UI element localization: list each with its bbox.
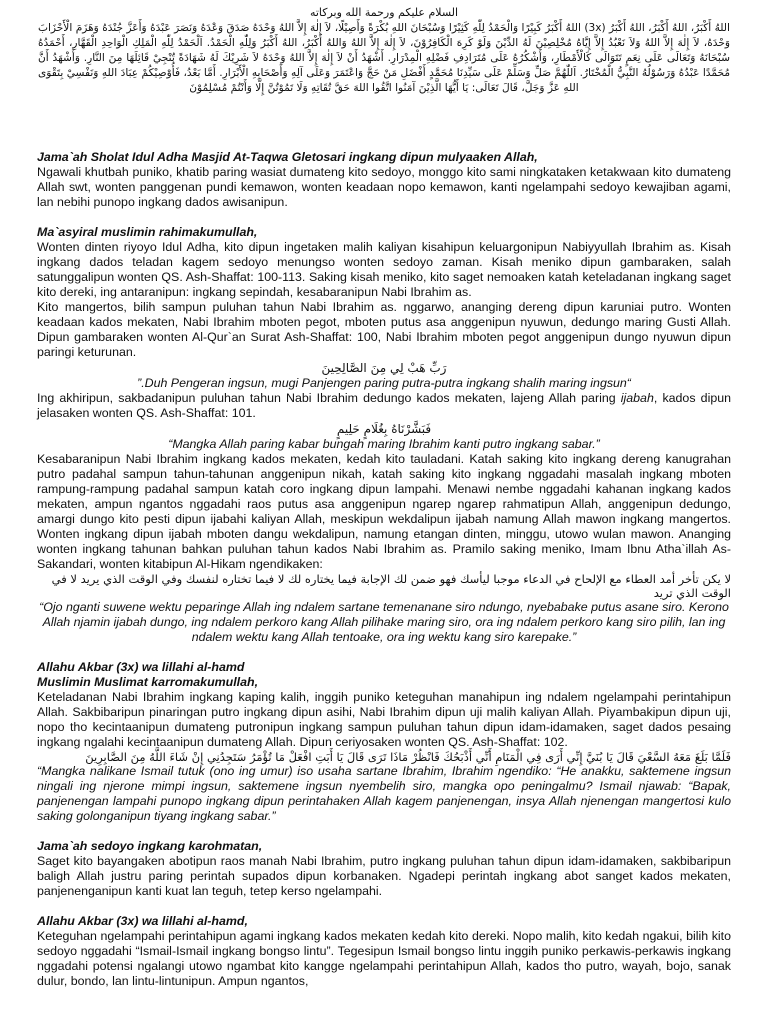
section-heading-1: Jama`ah Sholat Idul Adha Masjid At-Taqwa Gletosari ingkang dipun mulyaaken Allah, xyxy=(37,150,538,164)
opening-takbir-arabic: اللهُ أَكْبَرُ، اللهُ أَكْبَرُ، اللهُ أَكْبَرُ (3x) اللهُ أَكْبَرُ كَبِيْرًا وَالْحَمْدُ لِلّٰهِ كَثِيْرًا وَسُبْحَانَ اللهِ بُكْرَةً وَأَصِيْلًا، لاَ إِلٰهَ إِلاَّ اللهُ وَحْدَهُ صَدَقَ وَعْدَهُ وَنَصَرَ عَبْدَهُ وَأَعَزَّ جُنْدَهُ وَهَزَمَ الْأَحْزَابَ وَحْدَهُ، لاَ إِلٰهَ إِلاَّ اللهُ وَلاَ نَعْبُدُ إِلاَّ إِيَّاهُ مُخْلِصِيْنَ لَهُ الدِّيْنَ وَلَوْ كَرِهَ الْكَافِرُوْنَ، لاَ إِلٰهَ إِلاَّ اللهُ وَاللهُ أَكْبَرُ، اللهُ أَكْبَرُ وَلِلّٰهِ الْحَمْدُ. اَلْحَمْدُ لِلّٰهِ الْمَلِكِ الْوَاحِدِ الْقَهَّارِ، أَحْمَدُهُ سُبْحَانَهُ وَتَعَالَى عَلَى نِعَمٍ تَتَوَالَى كَالْأَمْطَارِ، وَأَشْكُرُهُ عَلَى مُتَرَادِفِ فَضْلِهِ الْمِدْرَارِ. أَشْهَدُ أَنْ لاَ إِلٰهَ إِلاَّ اللهُ وَحْدَهُ لاَ شَرِيْكَ لَهُ شَهَادَةً تُنْجِيْ قَائِلَهَا مِنَ النَّارِ. وَأَشْهَدُ أَنَّ مُحَمَّدًا عَبْدُهُ وَرَسُوْلُهُ النَّبِيُّ الْمُخْتَارُ. اَللّٰهُمَّ صَلِّ وَسَلِّمْ عَلَى سَيِّدِنَا مُحَمَّدٍ أَفْضَلِ مَنْ حَجَّ وَاعْتَمَرَ وَعَلَى آلِهِ وَأَصْحَابِهِ الْأَبْرَارِ. أَمَّا بَعْدُ، فَأُوْصِيْكُمْ عِبَادَ اللهِ وَنَفْسِيْ بِتَقْوَى اللهِ عَزَّ وَجَلَّ، قَالَ تَعَالَى: يَا أَيُّهَا الَّذِيْنَ آمَنُوا اتَّقُوا اللهَ حَقَّ تُقَاتِهِ وَلَا تَمُوْتُنَّ إِلَّا وَأَنْتُمْ مُسْلِمُوْنَ xyxy=(38,22,730,94)
paragraph-ismail-bongso-lintu: Keteguhan ngelampahi perintahipun agami ingkang kados mekaten kedah kito dereki. Nopo malih, kito kedah ngakui, bilih kito sedoyo nggadahi “Ismail-Ismail ingkang bongso lintu”. Tegesipun Ismail bongso lintu inggih puniko perkawis-perkawis ingkang nggadahi potensi ngalangi utowo ngambat kito kangge ngelampahi perintahipun Allah, kados tho putro, wayah, bojo, sanak dulur, bondo, lan lintu-lintunipun. Ampun ngantos, xyxy=(37,929,731,988)
section-heading-3b: Muslimin Muslimat karromakumullah, xyxy=(37,675,259,689)
paragraph-kisah-ibrahim: Wonten dinten riyoyo Idul Adha, kito dipun ingetaken malih kaliyan kisahipun keluargonipun Nabiyyullah Ibrahim as. Kisah ingkang dados teladan kagem sedoyo menungso wonten sedoyo zaman. Kisah meniko dipun gambaraken, salah satunggalipun wonten QS. Ash-Shaffat: 100-113. Saking kisah meniko, kito saget nemoaken katah keteladanan ingkang saget kito dereki, ing antaranipun: ingkang sepindah, kesabaranipun Nabi Ibrahim as. xyxy=(37,240,731,299)
al-hikam-quote-arabic: لا يكن تأخر أمد العطاء مع الإلحاح في الدعاء موجبا ليأسك فهو ضمن لك الإجابة فيما يختاره لك لا فيما تختاره لنفسك وفي الوقت الذي يريد لا في الوقت الذي تريد xyxy=(51,572,731,600)
paragraph-abotipun: Saget kito bayangaken abotipun raos manah Nabi Ibrahim, putro ingkang puluhan tahun dipun idam-idamaken, sakbibaripun baligh Allah justru paring perintah supados dipun korbanaken. Ngadepi perintah ingkang abot sanget kados mekaten, panjenenganipun kanti kuat lan teguh, tetep kerso ngelampahi. xyxy=(37,854,731,898)
paragraph-wasiat: Ngawali khutbah puniko, khatib paring wasiat dumateng kito sedoyo, monggo kito sami ningkataken ketakwaan kito dumateng Allah swt, wonten panggenan pundi kemawon, wonten keadaan nopo kemawon, kanti ngelampahi sedoyo kewajiban agami, lan nebihi punopo ingkang dados awisanipun. xyxy=(37,165,731,209)
section-heading-4: Jama`ah sedoyo ingkang karohmatan, xyxy=(37,839,263,853)
ayah-fabasysyarnahu: فَبَشَّرْنَاهُ بِغُلَامٍ حَلِيمٍ xyxy=(336,422,432,436)
paragraph-ijabah-part-a: Ing akhiripun, sakbadanipun puluhan tahun Nabi Ibrahim dedungo kados mekaten, lajeng Allah paring xyxy=(37,391,621,405)
paragraph-keteguhan: Keteladanan Nabi Ibrahim ingkang kaping kalih, inggih puniko keteguhan manahipun ing ndalem ngelampahi perintahipun Allah. Sakbibaripun pinaringan putro ingkang dipun asihi, Nabi Ibrahim dipun uji malih kaliyan Allah. Piyambakipun dipun uji, nopo tho kecintaanipun dumateng putronipun ingkang sampun puluhan tahun dipun idam-idamaken, saget dados pesaing ingkang ngalahi kecintaanipun dumateng Allah. Dipun ceriyosaken wonten QS. Ash-Shaffat: 102. xyxy=(37,690,731,749)
ayah-3-translation: “Mangka nalikane Ismail tutuk (ono ing umur) iso usaha sartane Ibrahim, Ibrahim ngendiko: “He anakku, saktemene ingsun ningali ing njerone mimpi ingsun, saktemene ingsun nyembelih siro, mangka opo peningalmu? Ismail njawab: “Bapak, panjenengan lampahi punopo ingkang dipun perintahaken Allah kagem panjenengan, insya Allah njenengan mangertosi kulo saking golonganipun tiyang ingkang sabar.” xyxy=(37,764,731,823)
ayah-falamma-balagha: فَلَمَّا بَلَغَ مَعَهُ السَّعْيَ قَالَ يَا بُنَيَّ إِنِّي أَرَى فِي الْمَنَامِ أَنِّي أَذْبَحُكَ فَانْظُرْ مَاذَا تَرَى قَالَ يَا أَبَتِ افْعَلْ مَا تُؤْمَرُ سَتَجِدُنِي إِنْ شَاءَ اللَّهُ مِنَ الصَّابِرِينَ xyxy=(85,750,731,764)
ayah-1-translation: ”.Duh Pengeran ingsun, mugi Panjengen paring putra-putra ingkang shalih maring ingsun“ xyxy=(137,376,631,390)
ayah-2-translation: “Mangka Allah paring kabar bungah maring Ibrahim kanti putro ingkang sabar.” xyxy=(168,437,600,451)
paragraph-kesabaran: Kito mangertos, bilih sampun puluhan tahun Nabi Ibrahim as. nggarwo, ananging dereng dipun karuniai putro. Wonten keadaan kados mekaten, Nabi Ibrahim mboten pegot, mboten putus asa anggenipun nyuwun, dedungo maring Gusti Allah. Dipun gambaraken wonten Al-Qur`an Surat Ash-Shaffat: 100, Nabi Ibrahim mboten pegot anggenipun dungo nyuwun dipun paringi keturunan. xyxy=(37,300,731,359)
ijabah-term: ijabah xyxy=(620,391,654,405)
sermon-body xyxy=(37,150,731,989)
al-hikam-translation: “Ojo nganti suwene wektu peparinge Allah ing ndalem sartane temenanane siro ndungo, nyebabake putus asane siro. Kerono Allah njamin ijabah dungo, ing ndalem perkoro kang Allah pilihake maring siro, ora ing ndalem perkoro kang siro pilih, lan ing ndalem wektu kang Allah tentoake, ora ing wektu kang siro karepake.” xyxy=(39,600,729,644)
paragraph-ijabah-part-b: , kados dipun jelasaken wonten QS. Ash-Shaffat: 101. xyxy=(37,391,731,420)
salam-greeting: السلام عليكم ورحمة الله وبركاته xyxy=(309,6,459,19)
ayah-rabbi-hab-li: رَبِّ هَبْ لِي مِنَ الصَّالِحِينَ xyxy=(321,361,447,375)
paragraph-ijabah xyxy=(37,391,731,421)
section-heading-5: Allahu Akbar (3x) wa lillahi al-hamd, xyxy=(37,914,248,928)
section-heading-3a: Allahu Akbar (3x) wa lillahi al-hamd xyxy=(37,660,245,674)
paragraph-kesabaran-teladan: Kesabaranipun Nabi Ibrahim ingkang kados mekaten, kedah kito tauladani. Katah saking kito ingkang dereng kanugrahan putro padahal sampun tahun-tahunan anggenipun nikah, katah saking kito ingkang nggadahi masalah ingkang mboten rampung-rampung padahal sampun katah coro ingkang dipun lampahi. Menawi nembe nggadahi kahanan ingkang kados mekaten, ampun ngantos nggadahi raos putus asa anggenipun ngarep ngarep rahmatipun Allah, anggenipun dedungo, amargi dungo kito pesti dipun ijabahi kaliyan Allah, meskipun wekdalipun ijabah namung Allah mawon ingkang mangertos. Wonten ingkang dipun ijabah mboten dangu wekdalipun, namung etangan dinten, minggu, utowo wulan mawon. Ananging wonten ingkang tahunan bahkan puluhan tahun kados Nabi Ibrahim as. Pramilo saking meniko, Imam Ibnu Atha`illah As-Sakandari, wonten kitabipun Al-Hikam ngendikaken: xyxy=(37,452,731,571)
section-heading-2: Ma`asyiral muslimin rahimakumullah, xyxy=(37,225,258,239)
